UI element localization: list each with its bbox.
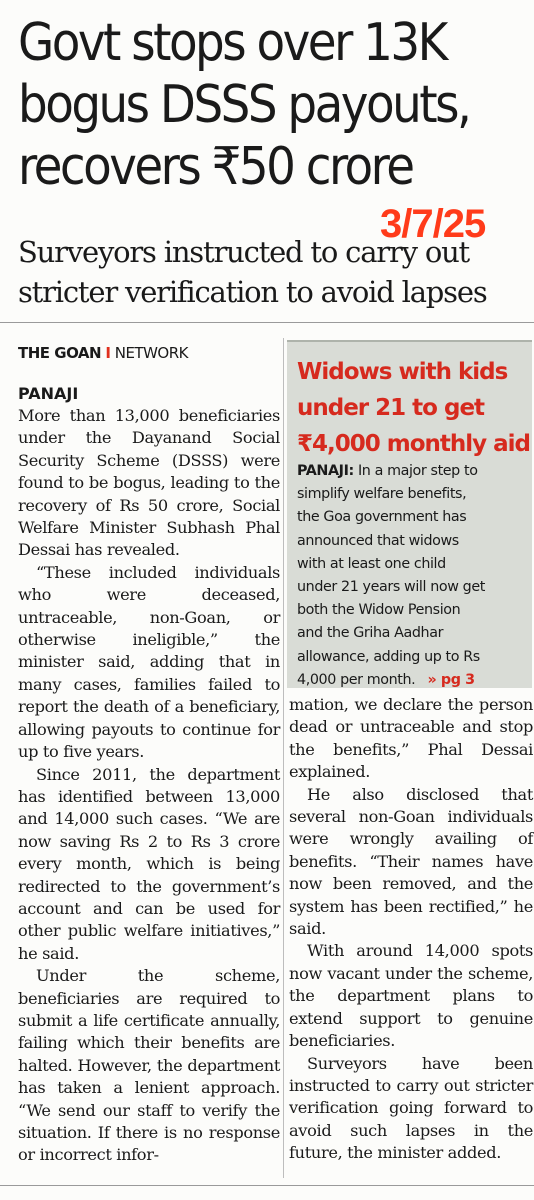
sidebar-box-line: with at least one child [297,555,446,572]
sidebar-box-line: In a major step to [353,463,478,479]
paragraph: Surveyors have been instructed to carry out stricter verification going forward to avoid such lapses in the future, the minister added. [289,1053,533,1163]
paragraph: He also disclosed that several non-Goan individuals were wrongly availing of benefits. “Their names have now been removed, and the system has been rectified,” he said. [289,784,533,939]
byline-desk: NETWORK [114,344,188,362]
continued-page-link[interactable] [427,672,474,688]
continued-page-number: pg 3 [440,671,475,688]
sidebar-box-title-line: Widows with kids [297,359,508,385]
sidebar-box-title [297,354,529,462]
sidebar-box-title-line: ₹4,000 monthly aid [297,431,531,457]
article-column-2 [289,694,533,1165]
paragraph: Since 2011, the department has identified between 13,000 and 14,000 such cases. “We are now saving Rs 2 to Rs 3 crore every month, which is being redirected to the government’s account and can be used for other public welfare initiatives,” he said. [18,764,280,963]
sidebar-box-title-line: under 21 to get [297,395,485,421]
sidebar-box-line: 4,000 per month. [297,671,416,688]
sidebar-box [287,340,532,688]
byline-separator: I [105,344,111,362]
article-column-1 [18,405,280,1167]
sidebar-box-line: both the Widow Pension [297,602,461,619]
headline-line-2: bogus DSSS payouts, [18,75,470,135]
continued-arrow-icon: » [427,671,437,688]
paragraph: “These included individuals who were deceased, untraceable, non-Goan, or otherwise ineligible,” the minister said, adding that in many cases, families failed to report the death of a beneficiary, allowing payouts to continue for up to five years. [18,562,280,762]
headline [18,12,528,198]
sidebar-box-line: the Goa government has [297,509,467,526]
sidebar-box-line: under 21 years will now get [297,579,485,596]
headline-line-1: Govt stops over 13K [18,13,446,73]
byline [18,344,188,362]
sidebar-box-body [297,460,525,692]
sidebar-box-line: and the Griha Aadhar [297,625,444,642]
subheadline-line-2: stricter verification to avoid lapses [18,275,487,309]
dateline: PANAJI [18,384,79,403]
column-divider [283,338,284,1178]
top-divider [0,322,534,323]
paragraph: mation, we declare the person dead or untraceable and stop the benefits,” Phal Dessai explained. [289,695,533,782]
sidebar-box-line: allowance, adding up to Rs [297,648,480,665]
paragraph: With around 14,000 spots now vacant under the scheme, the department plans to extend support to genuine beneficiaries. [289,941,533,1051]
paragraph: Under the scheme, beneficiaries are required to submit a life certificate annually, failing which their benefits are halted. However, the department has taken a lenient approach. “We send our staff to verify the situation. If there is no response or incorrect infor- [18,966,280,1165]
byline-publication: THE GOAN [18,344,102,362]
headline-line-3: recovers ₹50 crore [18,137,413,197]
sidebar-box-dateline: PANAJI: [297,463,354,479]
subheadline-line-1: Surveyors instructed to carry out [18,235,470,269]
sidebar-box-line: simplify welfare benefits, [297,486,467,503]
subheadline [18,232,528,312]
sidebar-box-line: announced that widows [297,532,459,549]
paragraph: More than 13,000 beneficiaries under the Dayanand Social Security Scheme (DSSS) were found to be bogus, leading to the recovery of Rs 50 crore, Social Welfare Minister Subhash Phal Dessai has revealed. [18,406,280,560]
bottom-divider [0,1185,534,1186]
handwritten-date: 3/7/25 [380,202,486,246]
